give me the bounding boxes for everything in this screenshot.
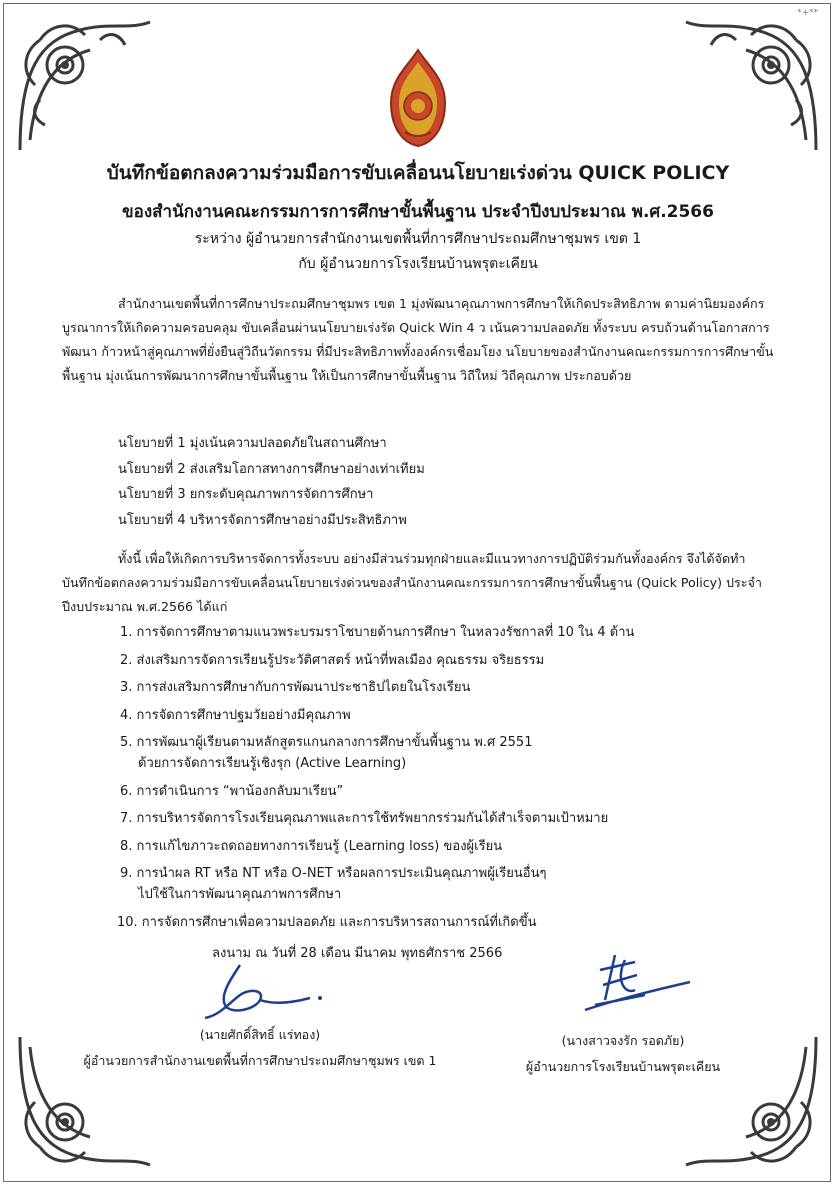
ornament-top-right-icon	[676, 10, 826, 160]
policy-item: นโยบายที่ 4 บริหารจัดการศึกษาอย่างมีประสิทธิภาพ	[118, 512, 407, 528]
list-item: 2. ส่งเสริมการจัดการเรียนรู้ประวัติศาสตร์ หน้าที่พลเมือง คุณธรรม จริยธรรม	[120, 652, 545, 668]
intro-paragraph	[62, 292, 774, 388]
with-line: กับ ผู้อำนวยการโรงเรียนบ้านพรุตะเคียน	[298, 256, 538, 272]
policy-item: นโยบายที่ 2 ส่งเสริมโอกาสทางการศึกษาอย่างเท่าเทียม	[118, 461, 425, 477]
list-item: 9. การนำผล RT หรือ NT หรือ O-NET หรือผลการประเมินคุณภาพผู้เรียนอื่นๆ ไปใช้ในการพัฒนาคุณภาพการศึกษา	[120, 866, 547, 902]
list-item: 1. การจัดการศึกษาตามแนวพระบรมราโชบายด้านการศึกษา ในหลวงรัชกาลที่ 10 ใน 4 ด้าน	[120, 625, 635, 640]
signatory-left-position: ผู้อำนวยการสำนักงานเขตพื้นที่การศึกษาประถมศึกษาชุมพร เขต 1	[83, 1053, 437, 1068]
signatory-right-position: ผู้อำนวยการโรงเรียนบ้านพรุตะเคียน	[525, 1059, 721, 1074]
second-paragraph	[62, 547, 774, 619]
corner-mark: *+**	[796, 8, 818, 18]
list-item: 4. การจัดการศึกษาปฐมวัยอย่างมีคุณภาพ	[120, 707, 351, 723]
signed-date: ลงนาม ณ วันที่ 28 เดือน มีนาคม พุทธศักราช 2566	[212, 946, 503, 961]
list-item: 7. การบริหารจัดการโรงเรียนคุณภาพและการใช้ทรัพยากรร่วมกันได้สำเร็จตามเป้าหมาย	[120, 811, 609, 826]
policy-item: นโยบายที่ 1 มุ่งเน้นความปลอดภัยในสถานศึกษา	[118, 436, 387, 451]
signatory-right	[478, 1028, 768, 1080]
emblem-seal-icon	[383, 48, 453, 148]
signature-left-icon	[200, 960, 330, 1020]
intro-paragraph-text: สำนักงานเขตพื้นที่การศึกษาประถมศึกษาชุมพร เขต 1 มุ่งพัฒนาคุณภาพการศึกษาให้เกิดประสิทธิภาพ ตามค่านิยมองค์กร บูรณาการให้เกิดความครอบคลุม ขับเคลื่อนผ่านนโยบายเร่งรัด Quick Win 4 ว เน้นความปลอดภัย ทั้งระบบ ครบถ้วนด้านโอกาสการพัฒนา ก้าวหน้าสู่คุณภาพที่ยั่งยืนสู่วิถีนวัตกรรม ที่มีประสิทธิภาพทั้งองค์กรเชื่อมโยง นโยบายของสำนักงานคณะกรรมการการศึกษาขั้นพื้นฐาน มุ่งเน้นการพัฒนาการศึกษาขั้นพื้นฐาน ให้เป็นการศึกษาขั้นพื้นฐาน วิถีใหม่ วิถีคุณภาพ ประกอบด้วย	[62, 296, 774, 383]
ornament-top-left-icon	[10, 10, 160, 160]
signatory-left-name: (นายศักดิ์สิทธิ์ แร่ทอง)	[199, 1027, 321, 1042]
document-title-line1: บันทึกข้อตกลงความร่วมมือการขับเคลื่อนนโยบายเร่งด่วน QUICK POLICY	[106, 162, 730, 184]
signatory-left	[60, 1022, 460, 1074]
list-item: 8. การแก้ไขภาวะถดถอยทางการเรียนรู้ (Learning loss) ของผู้เรียน	[120, 838, 503, 854]
list-item: 6. การดำเนินการ “พาน้องกลับมาเรียน”	[120, 783, 344, 799]
list-item: 5. การพัฒนาผู้เรียนตามหลักสูตรแกนกลางการศึกษาขั้นพื้นฐาน พ.ศ 2551 ด้วยการจัดการเรียนรู้เชิงรุก (Active Learning)	[120, 735, 533, 771]
policy-item: นโยบายที่ 3 ยกระดับคุณภาพการจัดการศึกษา	[118, 487, 374, 502]
document-title-line2: ของสำนักงานคณะกรรมการการศึกษาขั้นพื้นฐาน ประจำปีงบประมาณ พ.ศ.2566	[122, 202, 714, 222]
list-item: 10. การจัดการศึกษาเพื่อความปลอดภัย และการบริหารสถานการณ์ที่เกิดขึ้น	[117, 914, 537, 930]
signatory-right-name: (นางสาวจงรัก รอดภัย)	[561, 1033, 685, 1048]
quick-policy-list	[117, 622, 780, 939]
signature-right-icon	[555, 950, 695, 1020]
list-item: 3. การส่งเสริมการศึกษากับการพัฒนาประชาธิปไตยในโรงเรียน	[120, 680, 471, 695]
second-paragraph-text: ทั้งนี้ เพื่อให้เกิดการบริหารจัดการทั้งระบบ อย่างมีส่วนร่วมทุกฝ่ายและมีแนวทางการปฏิบัติร่วมกันทั้งองค์กร จึงได้จัดทำ บันทึกข้อตกลงความร่วมมือการขับเคลื่อนนโยบายเร่งด่วนของสำนักงานคณะกรรมการการศึกษาขั้นพื้นฐาน (Quick Policy) ประจำปีงบประมาณ พ.ศ.2566 ได้แก่	[62, 551, 762, 614]
between-line: ระหว่าง ผู้อำนวยการสำนักงานเขตพื้นที่การศึกษาประถมศึกษาชุมพร เขต 1	[194, 231, 642, 247]
policy-list	[118, 431, 425, 533]
